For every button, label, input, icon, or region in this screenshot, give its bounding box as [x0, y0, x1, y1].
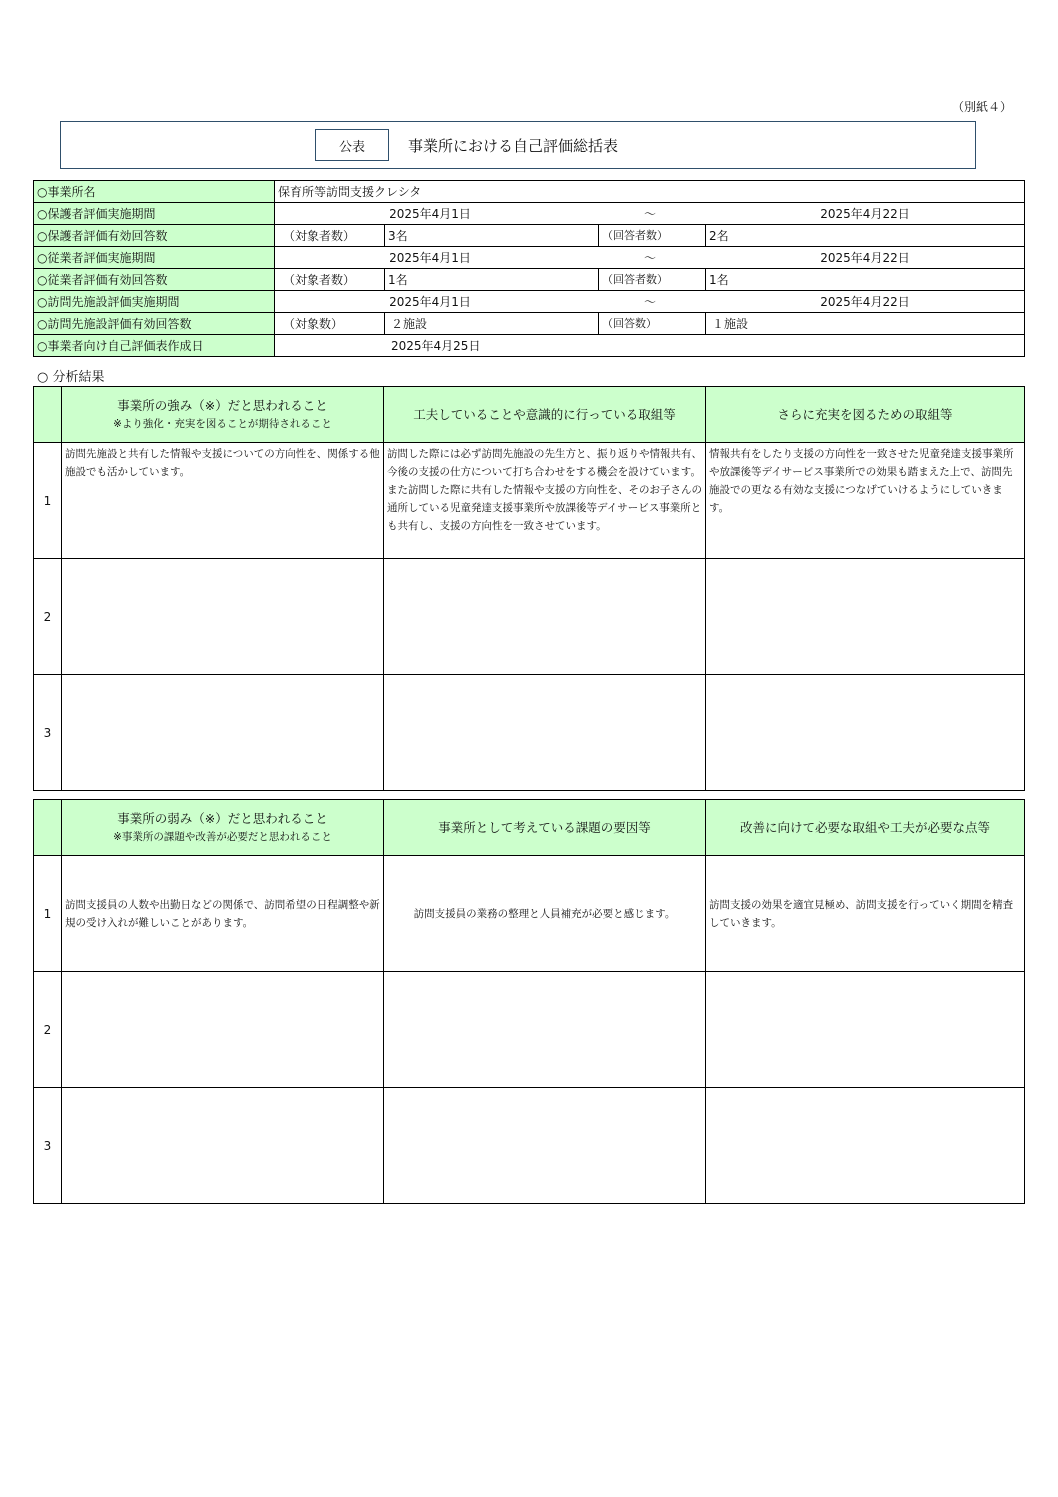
- office-value: 保育所等訪問支援クレシタ: [275, 181, 1025, 203]
- improvement-cell: [706, 972, 1025, 1088]
- strength-cell: [62, 675, 384, 791]
- info-row-staff-period: [34, 247, 1025, 269]
- staff-resp-value: 1名: [706, 269, 1025, 291]
- weaknesses-header-num: [34, 800, 62, 856]
- facility-period-start: 2025年4月1日: [389, 294, 471, 309]
- table-row: [34, 972, 1025, 1088]
- table-row: [34, 559, 1025, 675]
- info-row-created: [34, 335, 1025, 357]
- strengths-table: [33, 386, 1025, 791]
- info-row-facility-period: [34, 291, 1025, 313]
- strengths-header-num: [34, 387, 62, 443]
- row-number: 2: [34, 972, 62, 1088]
- weaknesses-header-col1-sub: ※事業所の課題や改善が必要だと思われること: [113, 830, 332, 843]
- facility-period-end: 2025年4月22日: [820, 294, 910, 309]
- effort-cell: [384, 559, 706, 675]
- strengths-header-row: [34, 387, 1025, 443]
- guardian-count-label: ○保護者評価有効回答数: [34, 225, 275, 247]
- weakness-cell: [62, 972, 384, 1088]
- staff-period-end: 2025年4月22日: [820, 250, 910, 265]
- weaknesses-header-row: [34, 800, 1025, 856]
- facility-target-value: ２施設: [385, 313, 599, 335]
- staff-period-tilde: ～: [643, 250, 656, 265]
- analysis-label: ○ 分析結果: [37, 370, 105, 385]
- facility-resp-value: １施設: [706, 313, 1025, 335]
- enhancement-cell: 情報共有をしたり支援の方向性を一致させた児童発達支援事業所や放課後等デイサービス事業所での効果も踏まえた上で、訪問先施設での更なる有効な支援につなげていけるようにしていきます。: [706, 443, 1025, 559]
- row-number: 3: [34, 675, 62, 791]
- facility-period-label: ○訪問先施設評価実施期間: [34, 291, 275, 313]
- guardian-target-value: 3名: [385, 225, 599, 247]
- strengths-header-col1-sub: ※より強化・充実を図ることが期待されること: [113, 417, 332, 430]
- strengths-header-col2: 工夫していることや意識的に行っている取組等: [384, 387, 706, 443]
- enhancement-cell: [706, 675, 1025, 791]
- weaknesses-header-col2: 事業所として考えている課題の要因等: [384, 800, 706, 856]
- table-row: [34, 675, 1025, 791]
- guardian-period-label: ○保護者評価実施期間: [34, 203, 275, 225]
- info-row-guardian-period: [34, 203, 1025, 225]
- public-badge: 公表: [315, 129, 389, 161]
- table-row: [34, 443, 1025, 559]
- info-row-staff-count: [34, 269, 1025, 291]
- effort-cell: 訪問した際には必ず訪問先施設の先生方と、振り返りや情報共有、今後の支援の仕方について打ち合わせをする機会を設けています。 また訪問した際に共有した情報や支援の方向性を、そのお子さんの通所している児童発達支援事業所や放課後等デイサービス事業所とも共有し、支援の方向性を一致させています。: [384, 443, 706, 559]
- title-box: [60, 121, 976, 169]
- staff-target-value: 1名: [385, 269, 599, 291]
- cause-cell: [384, 972, 706, 1088]
- facility-count-label: ○訪問先施設評価有効回答数: [34, 313, 275, 335]
- created-value: 2025年4月25日: [391, 338, 481, 353]
- improvement-cell: [706, 1088, 1025, 1204]
- table-row: [34, 1088, 1025, 1204]
- weaknesses-header-col3: 改善に向けて必要な取組や工夫が必要な点等: [706, 800, 1025, 856]
- staff-count-label: ○従業者評価有効回答数: [34, 269, 275, 291]
- strength-cell: [62, 559, 384, 675]
- guardian-target-label: （対象者数）: [275, 225, 385, 247]
- weakness-cell: 訪問支援員の人数や出勤日などの関係で、訪問希望の日程調整や新規の受け入れが難しいことがあります。: [62, 856, 384, 972]
- strengths-header-col3: さらに充実を図るための取組等: [706, 387, 1025, 443]
- facility-resp-label: （回答数）: [599, 313, 706, 335]
- effort-cell: [384, 675, 706, 791]
- attachment-label: （別紙４）: [951, 100, 1012, 114]
- guardian-resp-label: （回答者数）: [599, 225, 706, 247]
- staff-resp-label: （回答者数）: [599, 269, 706, 291]
- guardian-resp-value: 2名: [706, 225, 1025, 247]
- facility-target-label: （対象数）: [275, 313, 385, 335]
- info-row-office: [34, 181, 1025, 203]
- info-row-guardian-count: [34, 225, 1025, 247]
- guardian-period-start: 2025年4月1日: [389, 206, 471, 221]
- row-number: 2: [34, 559, 62, 675]
- table-row: [34, 856, 1025, 972]
- staff-period-label: ○従業者評価実施期間: [34, 247, 275, 269]
- info-row-facility-count: [34, 313, 1025, 335]
- staff-target-label: （対象者数）: [275, 269, 385, 291]
- weaknesses-table: [33, 799, 1025, 1204]
- guardian-period-tilde: ～: [643, 206, 656, 221]
- page-title: 事業所における自己評価総括表: [408, 137, 619, 155]
- created-label: ○事業者向け自己評価表作成日: [34, 335, 275, 357]
- staff-period-start: 2025年4月1日: [389, 250, 471, 265]
- enhancement-cell: [706, 559, 1025, 675]
- row-number: 1: [34, 443, 62, 559]
- guardian-period-end: 2025年4月22日: [820, 206, 910, 221]
- cause-cell: [384, 1088, 706, 1204]
- improvement-cell: 訪問支援の効果を適宜見極め、訪問支援を行っていく期間を精査していきます。: [706, 856, 1025, 972]
- row-number: 1: [34, 856, 62, 972]
- weakness-cell: [62, 1088, 384, 1204]
- weaknesses-header-col1: 事業所の弱み（※）だと思われること ※事業所の課題や改善が必要だと思われること: [62, 800, 384, 856]
- strengths-header-col1: 事業所の強み（※）だと思われること ※より強化・充実を図ることが期待されること: [62, 387, 384, 443]
- cause-cell: 訪問支援員の業務の整理と人員補充が必要と感じます。: [384, 856, 706, 972]
- office-label: ○事業所名: [34, 181, 275, 203]
- strength-cell: 訪問先施設と共有した情報や支援についての方向性を、関係する他施設でも活かしています。: [62, 443, 384, 559]
- row-number: 3: [34, 1088, 62, 1204]
- facility-period-tilde: ～: [643, 294, 656, 309]
- info-table: [33, 180, 1025, 357]
